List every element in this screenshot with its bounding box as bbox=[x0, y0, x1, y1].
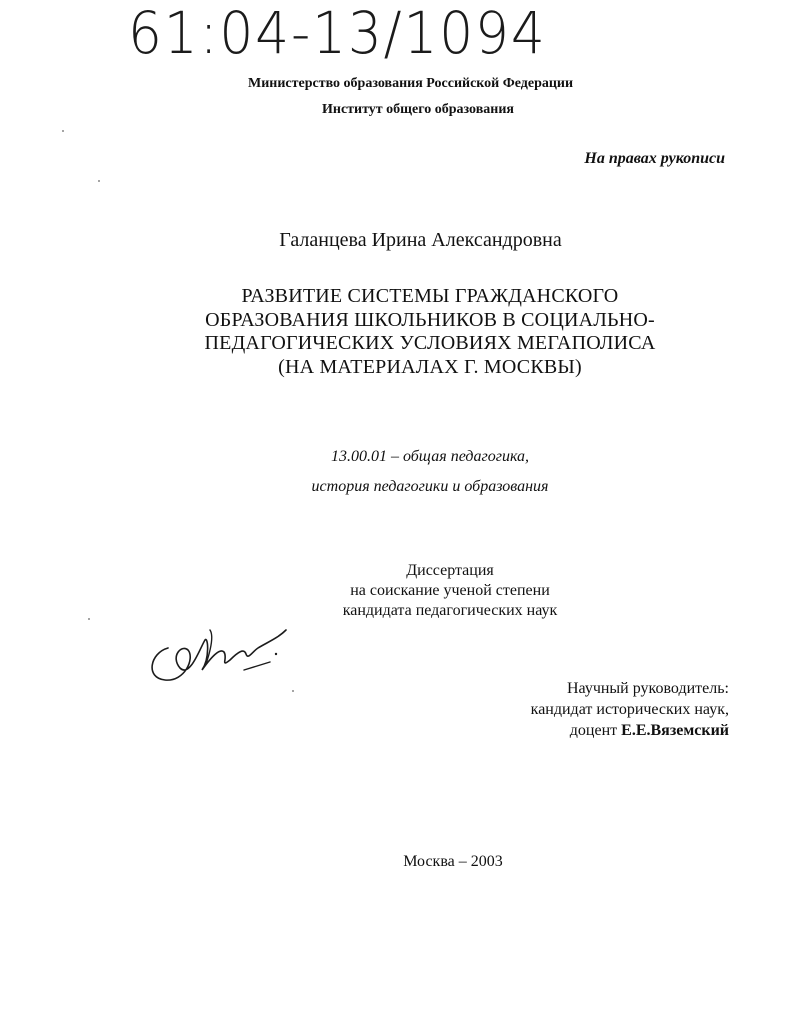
supervisor-title-line bbox=[531, 720, 729, 741]
supervisor-degree: кандидат исторических наук, bbox=[530, 701, 729, 718]
city-year: Москва – 2003 bbox=[403, 853, 503, 870]
degree-line: на соискание ученой степени bbox=[350, 582, 550, 599]
degree-line: кандидата педагогических наук bbox=[342, 602, 558, 619]
specialty-block bbox=[200, 442, 660, 502]
supervisor-block bbox=[531, 678, 729, 741]
scan-speck bbox=[292, 690, 294, 692]
title-line: ПЕДАГОГИЧЕСКИХ УСЛОВИЯХ МЕГАПОЛИСА bbox=[204, 332, 656, 354]
scan-speck bbox=[98, 180, 100, 182]
title-line: (НА МАТЕРИАЛАХ Г. МОСКВЫ) bbox=[278, 355, 582, 378]
title-line: РАЗВИТИЕ СИСТЕМЫ ГРАЖДАНСКОГО bbox=[241, 285, 619, 307]
specialty-name-line: история педагогики и образования bbox=[311, 478, 549, 495]
dissertation-title bbox=[150, 285, 710, 379]
supervisor-name: Е.Е.Вяземский bbox=[621, 722, 729, 739]
specialty-code-line: 13.00.01 – общая педагогика, bbox=[330, 448, 530, 465]
handwritten-signature bbox=[140, 608, 300, 698]
scan-speck bbox=[88, 618, 90, 620]
scan-speck bbox=[62, 130, 64, 132]
ministry-heading: Министерство образования Российской Федерации bbox=[248, 76, 574, 91]
author-name: Галанцева Ирина Александровна bbox=[279, 229, 562, 251]
institute-heading: Институт общего образования bbox=[322, 102, 514, 117]
rights-note: На правах рукописи bbox=[584, 150, 725, 167]
supervisor-rank: доцент bbox=[569, 722, 622, 739]
dissertation-degree-block bbox=[250, 561, 650, 621]
archive-code-text: 61:04-13/1094 bbox=[128, 0, 547, 67]
title-line: ОБРАЗОВАНИЯ ШКОЛЬНИКОВ В СОЦИАЛЬНО- bbox=[205, 308, 655, 331]
dissertation-label: Диссертация bbox=[406, 562, 494, 579]
handwritten-archive-code bbox=[128, 0, 547, 67]
supervisor-label: Научный руководитель: bbox=[566, 680, 729, 697]
